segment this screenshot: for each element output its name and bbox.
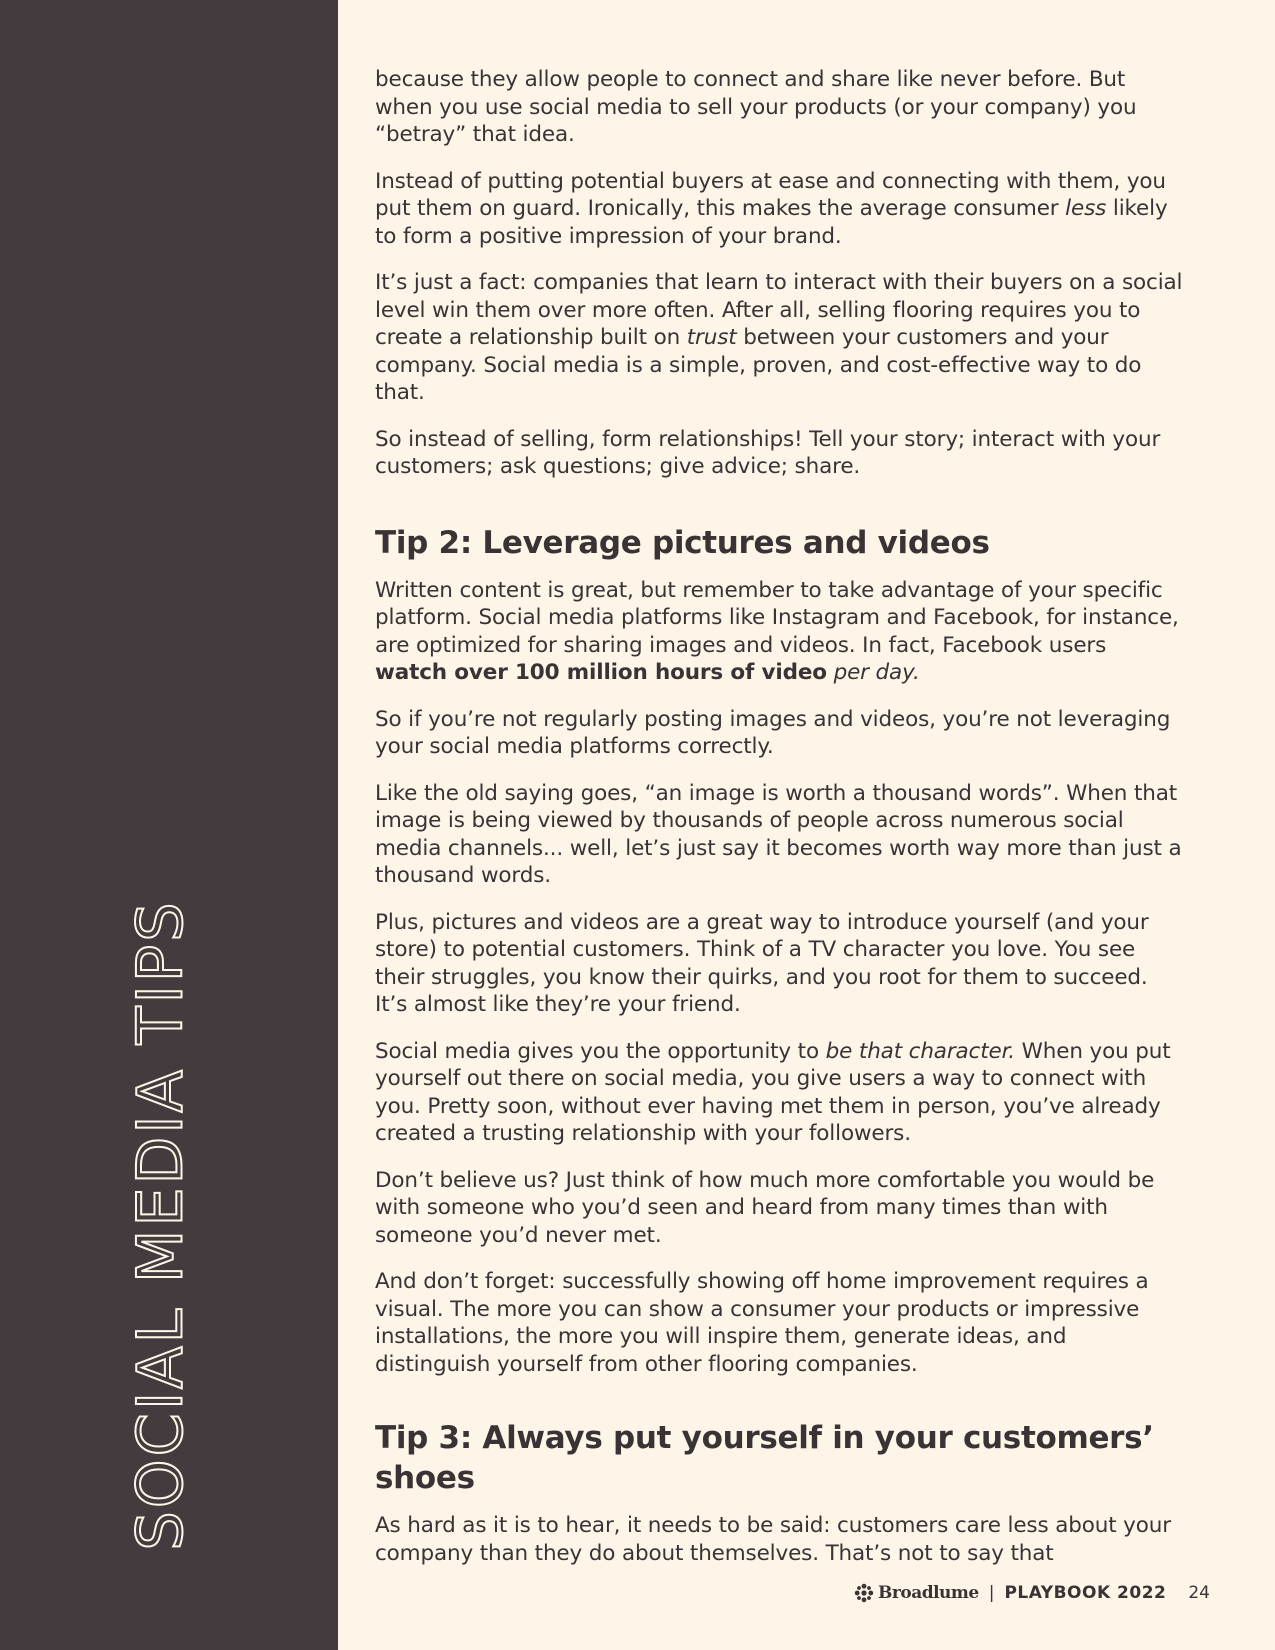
main-content: [375, 66, 1183, 1586]
paragraph: [375, 909, 1183, 1019]
page-number: 24: [1188, 1583, 1210, 1603]
paragraph: [375, 269, 1183, 407]
text-run: Don’t believe us? Just think of how much more comfortable you would be with someone who you’d seen and heard from many times than with someone you’d never met.: [375, 1167, 1155, 1248]
text-run: And don’t forget: successfully showing off home improvement requires a visual. The more you can show a consumer your products or impressive installations, the more you will inspire them, generate ideas, and distinguish yourself from other flooring companies.: [375, 1269, 1149, 1377]
paragraph: [375, 426, 1183, 481]
footer-separator: |: [988, 1583, 995, 1603]
paragraph: [375, 577, 1183, 687]
text-run: Plus, pictures and videos are a great way to introduce yourself (and your store) to potential customers. Think of a TV character you love. You see their struggles, you know their quirks, and you root for them to succeed. It’s almost like they’re your friend.: [375, 909, 1149, 1017]
paragraph: [375, 66, 1183, 149]
text-run: Written content is great, but remember to take advantage of your specific platform. Social media platforms like Instagram and Facebook, for instance, are optimized for sharing images and videos. In fact, Facebook users: [375, 577, 1179, 658]
heading-tip-3: Tip 3: Always put yourself in your customers’ shoes: [375, 1420, 1154, 1496]
text-run: between your customers and your company. Social media is a simple, proven, and cost-effective way to do that.: [375, 325, 1142, 405]
text-run: So instead of selling, form relationships! Tell your story; interact with your customers; ask questions; give advice; share.: [375, 426, 1161, 479]
paragraph: [375, 1512, 1183, 1567]
brand-name: Broadlume: [878, 1583, 979, 1603]
brand-logo: [854, 1583, 979, 1603]
text-run: Instead of putting potential buyers at ease and connecting with them, you put them on guard. Ironically, this makes the average consumer: [375, 168, 1166, 221]
section-title: SOCIAL MEDIA TIPS: [123, 899, 197, 1551]
italic-text: trust: [686, 325, 737, 350]
paragraph: [375, 706, 1183, 761]
text-run: likely to form a positive impression of your brand.: [375, 196, 1168, 249]
text-run: Social media gives you the opportunity to: [375, 1038, 826, 1064]
text-run: It’s just a fact: companies that learn to interact with their buyers on a social level win them over more often. After all, selling flooring requires you to create a relationship built on: [375, 270, 1183, 350]
bold-text: watch over 100 million hours of video: [375, 660, 827, 685]
italic-text: per day.: [833, 660, 920, 685]
heading-tip-2: Tip 2: Leverage pictures and videos: [375, 524, 990, 561]
page-footer: [854, 1583, 1210, 1603]
text-run: When you put yourself out there on social media, you give users a way to connect with you. Pretty soon, without ever having met them in person, you’ve already created a trusting relationship with your followers.: [375, 1038, 1171, 1146]
paragraph: [375, 168, 1183, 251]
text-run: As hard as it is to hear, it needs to be said: customers care less about your company than they do about themselves. That’s not to say that: [375, 1513, 1171, 1566]
broadlume-logo-icon: [854, 1583, 874, 1603]
text-run: So if you’re not regularly posting images and videos, you’re not leveraging your social media platforms correctly.: [375, 706, 1171, 759]
italic-text: be that character.: [825, 1038, 1015, 1064]
text-run: [827, 660, 834, 685]
paragraph: [375, 1167, 1183, 1250]
sidebar-panel: [0, 0, 338, 1650]
text-run: Like the old saying goes, “an image is worth a thousand words”. When that image is being viewed by thousands of people across numerous social media channels... well, let’s just say it becomes worth way more than just a thousand words.: [375, 780, 1182, 888]
paragraph: [375, 1268, 1183, 1378]
paragraph: [375, 780, 1183, 890]
italic-text: less: [1065, 196, 1107, 221]
footer-label: PLAYBOOK 2022: [1004, 1583, 1167, 1603]
paragraph: [375, 1038, 1183, 1148]
text-run: because they allow people to connect and share like never before. But when you use social media to sell your products (or your company) you “betray” that idea.: [375, 67, 1137, 147]
